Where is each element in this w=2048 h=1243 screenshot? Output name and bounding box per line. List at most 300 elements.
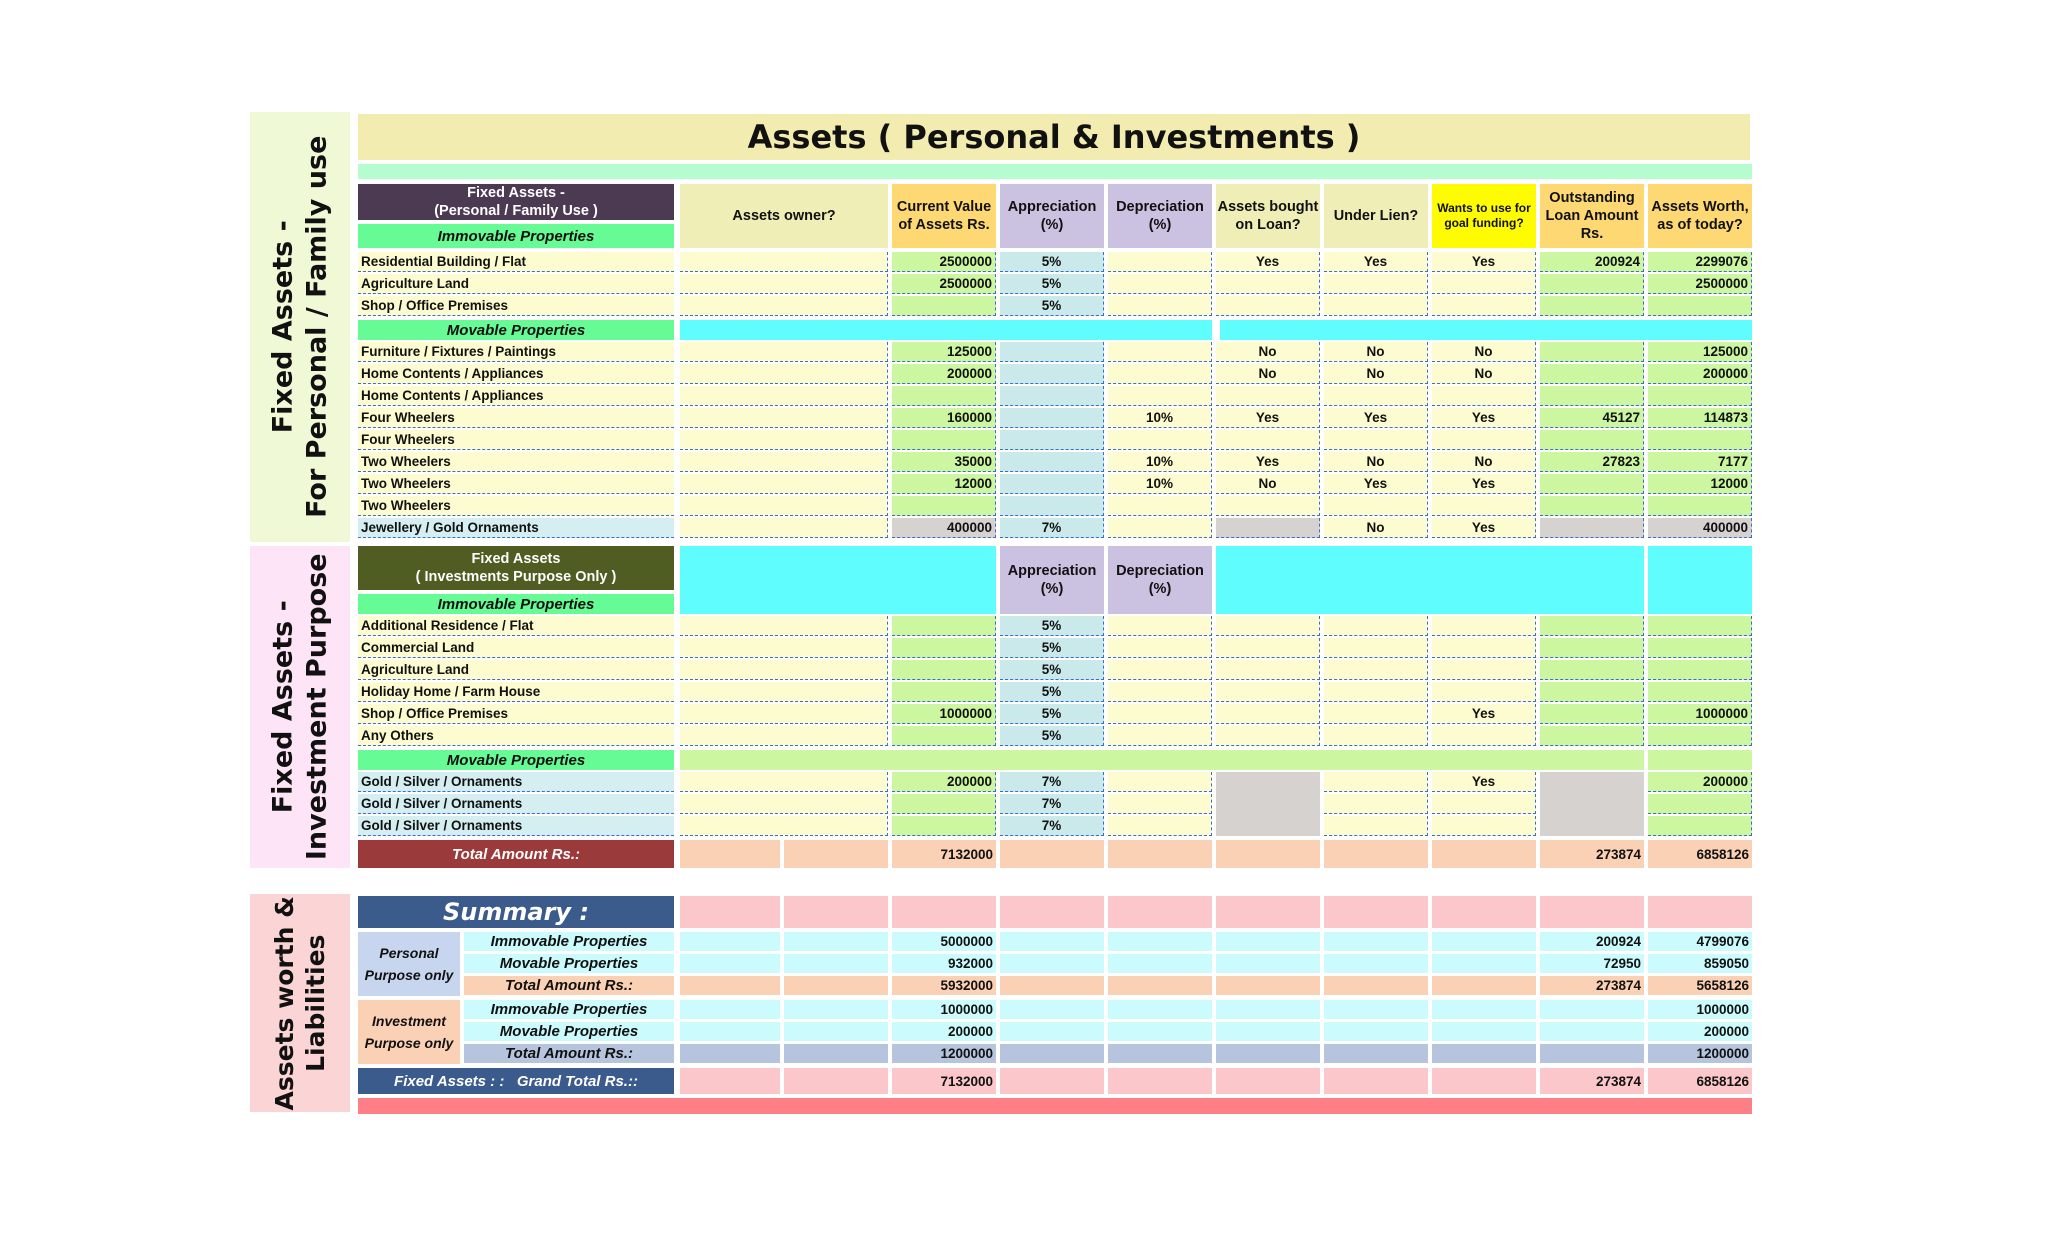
col-header-appreciation: [1000, 184, 1104, 248]
summary-row-5-cell-3: [1000, 1044, 1104, 1063]
personal-movable-row-8-dep[interactable]: [1108, 518, 1212, 538]
invest-movable-row-0-name[interactable]: Gold / Silver / Ornaments: [358, 772, 674, 792]
personal-immovable-row-1-loan[interactable]: [1216, 274, 1320, 294]
personal-immovable-row-0-appr[interactable]: 5%: [1000, 252, 1104, 272]
personal-movable-row-4-outstanding[interactable]: [1540, 430, 1644, 450]
worth-line1: Assets Worth,: [1651, 198, 1749, 215]
side-label-personal-line2: For Personal / Family use: [301, 135, 332, 519]
personal-movable-row-2-goal[interactable]: [1432, 386, 1536, 406]
personal-movable-row-4-worth[interactable]: [1648, 430, 1752, 450]
invest-immovable-row-1-loan[interactable]: [1216, 638, 1320, 658]
personal-movable-row-0-outstanding[interactable]: [1540, 342, 1644, 362]
personal-movable-row-3-appr[interactable]: [1000, 408, 1104, 428]
invest-depreciation-line2: (%): [1148, 581, 1172, 597]
bottom-red-band: [358, 1098, 1752, 1114]
grand-total-cell-4: [1108, 1068, 1212, 1094]
personal-movable-row-8-value[interactable]: 400000: [892, 518, 996, 538]
summary-header-box-9: [1648, 896, 1752, 928]
invest-immovable-row-4-appr[interactable]: 5%: [1000, 704, 1104, 724]
personal-movable-row-2-appr[interactable]: [1000, 386, 1104, 406]
summary-row-4-cell-6: [1324, 1022, 1428, 1041]
personal-movable-row-3-dep[interactable]: 10%: [1108, 408, 1212, 428]
invest-immovable-row-0-value[interactable]: [892, 616, 996, 636]
invest-movable-row-2-lien[interactable]: [1324, 816, 1428, 836]
summary-row-3-cell-8: [1540, 1000, 1644, 1019]
personal-movable-row-0-loan[interactable]: No: [1216, 342, 1320, 362]
personal-movable-row-8-lien[interactable]: No: [1324, 518, 1428, 538]
invest-immovable-row-4-lien[interactable]: [1324, 704, 1428, 724]
personal-immovable-row-2-loan[interactable]: [1216, 296, 1320, 316]
personal-movable-row-1-lien[interactable]: No: [1324, 364, 1428, 384]
side-label-personal-line1: Fixed Assets -: [267, 220, 299, 434]
invest-movable-row-2-appr[interactable]: 7%: [1000, 816, 1104, 836]
invest-immovable-row-5-name[interactable]: Any Others: [358, 726, 674, 746]
invest-immovable-row-5-owner[interactable]: [680, 726, 888, 746]
invest-immovable-row-4-loan[interactable]: [1216, 704, 1320, 724]
personal-movable-row-6-appr[interactable]: [1000, 474, 1104, 494]
personal-movable-row-8-owner[interactable]: [680, 518, 888, 538]
invest-movable-row-2-name[interactable]: Gold / Silver / Ornaments: [358, 816, 674, 836]
personal-movable-row-0-worth[interactable]: 125000: [1648, 342, 1752, 362]
personal-movable-row-4-dep[interactable]: [1108, 430, 1212, 450]
personal-movable-row-1-worth[interactable]: 200000: [1648, 364, 1752, 384]
bought-loan-line1: Assets bought: [1217, 198, 1319, 215]
personal-immovable-row-0-dep[interactable]: [1108, 252, 1212, 272]
invest-immovable-row-5-appr[interactable]: 5%: [1000, 726, 1104, 746]
summary-row-0-cell-5: [1216, 932, 1320, 951]
personal-movable-row-0-value[interactable]: 125000: [892, 342, 996, 362]
summary-row-3-cell-6: [1324, 1000, 1428, 1019]
personal-movable-row-8-name[interactable]: Jewellery / Gold Ornaments: [358, 518, 674, 538]
personal-movable-row-4-name[interactable]: Four Wheelers: [358, 430, 674, 450]
invest-immovable-row-5-lien[interactable]: [1324, 726, 1428, 746]
invest-movable-row-1-dep[interactable]: [1108, 794, 1212, 814]
invest-immovable-row-0-worth[interactable]: [1648, 616, 1752, 636]
total-label: Total Amount Rs.:: [358, 840, 674, 868]
personal-movable-row-6-outstanding[interactable]: [1540, 474, 1644, 494]
personal-movable-row-3-lien[interactable]: Yes: [1324, 408, 1428, 428]
summary-row-4-cell-0: [680, 1022, 780, 1041]
personal-movable-row-0-owner[interactable]: [680, 342, 888, 362]
summary-row-4-cell-5: [1216, 1022, 1320, 1041]
invest-immovable-row-3-goal[interactable]: [1432, 682, 1536, 702]
personal-immovable-row-2-lien[interactable]: [1324, 296, 1428, 316]
personal-movable-row-8-appr[interactable]: 7%: [1000, 518, 1104, 538]
personal-movable-row-0-name[interactable]: Furniture / Fixtures / Paintings: [358, 342, 674, 362]
invest-movable-row-1-value[interactable]: [892, 794, 996, 814]
personal-movable-row-5-name[interactable]: Two Wheelers: [358, 452, 674, 472]
grand-total-cell-5: [1216, 1068, 1320, 1094]
personal-movable-row-8-worth[interactable]: 400000: [1648, 518, 1752, 538]
personal-movable-row-4-lien[interactable]: [1324, 430, 1428, 450]
personal-movable-row-3-outstanding[interactable]: 45127: [1540, 408, 1644, 428]
personal-movable-row-2-outstanding[interactable]: [1540, 386, 1644, 406]
personal-movable-row-6-goal[interactable]: Yes: [1432, 474, 1536, 494]
summary-row-1-cell-7: [1432, 954, 1536, 973]
invest-immovable-row-1-lien[interactable]: [1324, 638, 1428, 658]
personal-immovable-row-2-appr[interactable]: 5%: [1000, 296, 1104, 316]
personal-movable-row-2-owner[interactable]: [680, 386, 888, 406]
personal-movable-row-1-outstanding[interactable]: [1540, 364, 1644, 384]
goal-line1: Wants to use for: [1437, 201, 1531, 215]
invest-immovable-row-3-lien[interactable]: [1324, 682, 1428, 702]
total-cell-6: [1324, 840, 1428, 868]
invest-immovable-row-3-appr[interactable]: 5%: [1000, 682, 1104, 702]
personal-movable-row-8-loan[interactable]: [1216, 518, 1320, 538]
summary-row-0-cell-4: [1108, 932, 1212, 951]
personal-immovable-row-1-outstanding[interactable]: [1540, 274, 1644, 294]
personal-movable-row-7-value[interactable]: [892, 496, 996, 516]
personal-movable-row-8-outstanding[interactable]: [1540, 518, 1644, 538]
personal-movable-row-3-value[interactable]: 160000: [892, 408, 996, 428]
col-header-current-value: [892, 184, 996, 248]
invest-immovable-row-3-owner[interactable]: [680, 682, 888, 702]
summary-row-2-cell-1: [784, 976, 888, 995]
personal-movable-row-7-goal[interactable]: [1432, 496, 1536, 516]
total-cell-8: 273874: [1540, 840, 1644, 868]
summary-row-1-label: Movable Properties: [464, 954, 674, 973]
summary-row-5-cell-8: [1540, 1044, 1644, 1063]
summary-row-0-cell-0: [680, 932, 780, 951]
personal-movable-row-1-owner[interactable]: [680, 364, 888, 384]
personal-movable-row-1-dep[interactable]: [1108, 364, 1212, 384]
summary-row-5-cell-5: [1216, 1044, 1320, 1063]
invest-immovable-row-2-value[interactable]: [892, 660, 996, 680]
invest-immovable-row-4-owner[interactable]: [680, 704, 888, 724]
personal-immovable-row-0-goal[interactable]: Yes: [1432, 252, 1536, 272]
invest-immovable-row-4-dep[interactable]: [1108, 704, 1212, 724]
personal-movable-row-4-goal[interactable]: [1432, 430, 1536, 450]
section-movable-investment: [358, 750, 674, 770]
personal-movable-row-3-loan[interactable]: Yes: [1216, 408, 1320, 428]
fixed-assets-investment-header: [358, 546, 674, 590]
personal-immovable-row-2-goal[interactable]: [1432, 296, 1536, 316]
personal-movable-row-6-lien[interactable]: Yes: [1324, 474, 1428, 494]
invest-immovable-row-2-dep[interactable]: [1108, 660, 1212, 680]
investment-band-mid: [1216, 546, 1644, 614]
personal-movable-row-6-value[interactable]: 12000: [892, 474, 996, 494]
summary-investment-label-line2: Purpose only: [364, 1035, 454, 1051]
grand-total-cell-7: [1432, 1068, 1536, 1094]
personal-movable-row-2-dep[interactable]: [1108, 386, 1212, 406]
invest-movable-row-0-owner[interactable]: [680, 772, 888, 792]
personal-movable-row-6-name[interactable]: Two Wheelers: [358, 474, 674, 494]
goal-line2: goal funding?: [1444, 216, 1524, 230]
side-label-personal: [250, 112, 350, 542]
personal-immovable-row-1-name[interactable]: Agriculture Land: [358, 274, 674, 294]
personal-immovable-row-2-value[interactable]: [892, 296, 996, 316]
invest-immovable-row-0-name[interactable]: Additional Residence / Flat: [358, 616, 674, 636]
invest-immovable-row-1-worth[interactable]: [1648, 638, 1752, 658]
invest-movable-row-2-dep[interactable]: [1108, 816, 1212, 836]
personal-movable-row-5-value[interactable]: 35000: [892, 452, 996, 472]
personal-immovable-row-0-loan[interactable]: Yes: [1216, 252, 1320, 272]
summary-row-0-label: Immovable Properties: [464, 932, 674, 951]
invest-immovable-row-2-outstanding[interactable]: [1540, 660, 1644, 680]
invest-movable-row-2-owner[interactable]: [680, 816, 888, 836]
personal-immovable-row-1-dep[interactable]: [1108, 274, 1212, 294]
invest-immovable-row-1-name[interactable]: Commercial Land: [358, 638, 674, 658]
summary-row-3-cell-1: [784, 1000, 888, 1019]
invest-immovable-row-1-outstanding[interactable]: [1540, 638, 1644, 658]
invest-immovable-row-0-appr[interactable]: 5%: [1000, 616, 1104, 636]
section-movable-personal: [358, 320, 674, 340]
personal-movable-row-4-appr[interactable]: [1000, 430, 1104, 450]
col-header-assets-worth: [1648, 184, 1752, 248]
under-lien-text: Under Lien?: [1333, 207, 1419, 224]
invest-immovable-row-1-goal[interactable]: [1432, 638, 1536, 658]
summary-personal-label-line1: Personal: [379, 944, 439, 961]
personal-immovable-row-1-value[interactable]: 2500000: [892, 274, 996, 294]
grand-total-cell-9: 6858126: [1648, 1068, 1752, 1094]
section-movable-investment-label: Movable Properties: [446, 751, 586, 769]
personal-movable-row-2-loan[interactable]: [1216, 386, 1320, 406]
outstanding-line3: Rs.: [1580, 226, 1604, 243]
personal-movable-row-7-outstanding[interactable]: [1540, 496, 1644, 516]
personal-movable-row-2-lien[interactable]: [1324, 386, 1428, 406]
personal-movable-row-7-loan[interactable]: [1216, 496, 1320, 516]
personal-movable-row-1-goal[interactable]: No: [1432, 364, 1536, 384]
invest-immovable-row-5-loan[interactable]: [1216, 726, 1320, 746]
investment-band-left: [680, 546, 996, 614]
invest-immovable-row-1-owner[interactable]: [680, 638, 888, 658]
invest-immovable-row-5-dep[interactable]: [1108, 726, 1212, 746]
invest-immovable-row-4-worth[interactable]: 1000000: [1648, 704, 1752, 724]
invest-movable-row-1-lien[interactable]: [1324, 794, 1428, 814]
invest-immovable-row-2-worth[interactable]: [1648, 660, 1752, 680]
side-label-investment-line2: Investment Purpose: [301, 553, 332, 861]
summary-investment-label: [358, 1000, 460, 1064]
col-header-outstanding-loan: [1540, 184, 1644, 248]
invest-immovable-row-0-dep[interactable]: [1108, 616, 1212, 636]
invest-immovable-row-0-loan[interactable]: [1216, 616, 1320, 636]
summary-personal-label-line2: Purpose only: [364, 967, 454, 983]
invest-movable-row-1-name[interactable]: Gold / Silver / Ornaments: [358, 794, 674, 814]
personal-movable-row-7-dep[interactable]: [1108, 496, 1212, 516]
fixed-invest-line2: ( Investments Purpose Only ): [415, 569, 617, 585]
page-title-text: Assets ( Personal & Investments ): [747, 118, 1361, 156]
personal-movable-row-6-loan[interactable]: No: [1216, 474, 1320, 494]
personal-movable-row-2-value[interactable]: [892, 386, 996, 406]
personal-movable-row-6-owner[interactable]: [680, 474, 888, 494]
personal-movable-row-5-lien[interactable]: No: [1324, 452, 1428, 472]
personal-movable-row-0-goal[interactable]: No: [1432, 342, 1536, 362]
grand-total-cell-1: [784, 1068, 888, 1094]
personal-immovable-row-1-goal[interactable]: [1432, 274, 1536, 294]
personal-movable-row-7-worth[interactable]: [1648, 496, 1752, 516]
summary-row-3-cell-2: 1000000: [892, 1000, 996, 1019]
grand-total-cell-0: [680, 1068, 780, 1094]
invest-movable-row-0-lien[interactable]: [1324, 772, 1428, 792]
personal-movable-row-0-appr[interactable]: [1000, 342, 1104, 362]
summary-row-4-label: Movable Properties: [464, 1022, 674, 1041]
summary-row-1-cell-2: 932000: [892, 954, 996, 973]
total-cell-1: [784, 840, 888, 868]
personal-movable-row-1-value[interactable]: 200000: [892, 364, 996, 384]
personal-immovable-row-0-value[interactable]: 2500000: [892, 252, 996, 272]
invest-immovable-row-5-worth[interactable]: [1648, 726, 1752, 746]
summary-row-1-cell-3: [1000, 954, 1104, 973]
invest-immovable-row-3-worth[interactable]: [1648, 682, 1752, 702]
invest-immovable-row-5-outstanding[interactable]: [1540, 726, 1644, 746]
invest-movable-row-0-goal[interactable]: Yes: [1432, 772, 1536, 792]
summary-row-2-cell-9: 5658126: [1648, 976, 1752, 995]
invest-immovable-row-0-outstanding[interactable]: [1540, 616, 1644, 636]
total-cell-5: [1216, 840, 1320, 868]
grand-total-cell-3: [1000, 1068, 1104, 1094]
personal-immovable-row-0-worth[interactable]: 2299076: [1648, 252, 1752, 272]
invest-movable-row-0-appr[interactable]: 7%: [1000, 772, 1104, 792]
fixed-assets-personal-header: [358, 184, 674, 220]
invest-immovable-row-4-outstanding[interactable]: [1540, 704, 1644, 724]
personal-movable-row-5-owner[interactable]: [680, 452, 888, 472]
invest-movable-row-1-worth[interactable]: [1648, 794, 1752, 814]
summary-title: [358, 896, 674, 928]
invest-immovable-row-1-value[interactable]: [892, 638, 996, 658]
invest-immovable-row-2-name[interactable]: Agriculture Land: [358, 660, 674, 680]
personal-movable-row-5-outstanding[interactable]: 27823: [1540, 452, 1644, 472]
invest-movable-row-2-goal[interactable]: [1432, 816, 1536, 836]
summary-row-3-cell-0: [680, 1000, 780, 1019]
summary-row-4-cell-7: [1432, 1022, 1536, 1041]
invest-immovable-row-0-owner[interactable]: [680, 616, 888, 636]
side-label-summary-line2: Liabilities: [301, 934, 331, 1072]
col-header-owner: [680, 184, 888, 248]
invest-immovable-row-2-lien[interactable]: [1324, 660, 1428, 680]
personal-immovable-row-2-outstanding[interactable]: [1540, 296, 1644, 316]
summary-row-3-cell-7: [1432, 1000, 1536, 1019]
personal-movable-row-7-appr[interactable]: [1000, 496, 1104, 516]
personal-movable-row-1-loan[interactable]: No: [1216, 364, 1320, 384]
personal-immovable-row-0-lien[interactable]: Yes: [1324, 252, 1428, 272]
side-label-summary: [250, 894, 350, 1112]
personal-movable-row-7-lien[interactable]: [1324, 496, 1428, 516]
personal-movable-row-4-value[interactable]: [892, 430, 996, 450]
personal-movable-row-3-name[interactable]: Four Wheelers: [358, 408, 674, 428]
personal-immovable-row-2-dep[interactable]: [1108, 296, 1212, 316]
personal-immovable-row-0-name[interactable]: Residential Building / Flat: [358, 252, 674, 272]
personal-movable-row-7-name[interactable]: Two Wheelers: [358, 496, 674, 516]
invest-immovable-row-3-value[interactable]: [892, 682, 996, 702]
personal-immovable-row-1-worth[interactable]: 2500000: [1648, 274, 1752, 294]
summary-row-1-cell-0: [680, 954, 780, 973]
invest-immovable-row-4-value[interactable]: 1000000: [892, 704, 996, 724]
personal-immovable-row-0-outstanding[interactable]: 200924: [1540, 252, 1644, 272]
invest-movable-row-0-worth[interactable]: 200000: [1648, 772, 1752, 792]
invest-immovable-row-2-owner[interactable]: [680, 660, 888, 680]
invest-movable-row-1-appr[interactable]: 7%: [1000, 794, 1104, 814]
personal-movable-row-1-appr[interactable]: [1000, 364, 1104, 384]
col-header-under-lien: [1324, 184, 1428, 248]
personal-movable-row-3-goal[interactable]: Yes: [1432, 408, 1536, 428]
personal-movable-row-6-worth[interactable]: 12000: [1648, 474, 1752, 494]
personal-immovable-row-1-appr[interactable]: 5%: [1000, 274, 1104, 294]
summary-row-2-cell-8: 273874: [1540, 976, 1644, 995]
total-cell-0: [680, 840, 780, 868]
summary-row-3-cell-4: [1108, 1000, 1212, 1019]
summary-row-0-cell-2: 5000000: [892, 932, 996, 951]
summary-header-box-7: [1432, 896, 1536, 928]
personal-immovable-row-1-lien[interactable]: [1324, 274, 1428, 294]
personal-movable-row-0-lien[interactable]: No: [1324, 342, 1428, 362]
movable-band-right: [1220, 320, 1752, 340]
summary-row-4-cell-2: 200000: [892, 1022, 996, 1041]
personal-movable-row-5-dep[interactable]: 10%: [1108, 452, 1212, 472]
invest-immovable-row-1-appr[interactable]: 5%: [1000, 638, 1104, 658]
personal-movable-row-5-loan[interactable]: Yes: [1216, 452, 1320, 472]
grey-block-0: [1216, 772, 1320, 836]
personal-movable-row-4-owner[interactable]: [680, 430, 888, 450]
invest-immovable-row-0-goal[interactable]: [1432, 616, 1536, 636]
summary-row-0-cell-3: [1000, 932, 1104, 951]
invest-movable-row-1-owner[interactable]: [680, 794, 888, 814]
summary-header-box-2: [892, 896, 996, 928]
invest-immovable-row-4-name[interactable]: Shop / Office Premises: [358, 704, 674, 724]
invest-immovable-row-4-goal[interactable]: Yes: [1432, 704, 1536, 724]
invest-movable-row-0-value[interactable]: 200000: [892, 772, 996, 792]
personal-movable-row-7-owner[interactable]: [680, 496, 888, 516]
appreciation-line1: Appreciation: [1007, 198, 1097, 215]
invest-immovable-row-0-lien[interactable]: [1324, 616, 1428, 636]
summary-row-2-cell-5: [1216, 976, 1320, 995]
summary-row-4-cell-4: [1108, 1022, 1212, 1041]
personal-immovable-row-2-worth[interactable]: [1648, 296, 1752, 316]
outstanding-line1: Outstanding: [1549, 189, 1635, 206]
summary-row-3-cell-3: [1000, 1000, 1104, 1019]
personal-movable-row-8-goal[interactable]: Yes: [1432, 518, 1536, 538]
invest-immovable-row-5-value[interactable]: [892, 726, 996, 746]
personal-movable-row-0-dep[interactable]: [1108, 342, 1212, 362]
personal-movable-row-5-goal[interactable]: No: [1432, 452, 1536, 472]
personal-movable-row-2-worth[interactable]: [1648, 386, 1752, 406]
personal-movable-row-5-appr[interactable]: [1000, 452, 1104, 472]
personal-movable-row-5-worth[interactable]: 7177: [1648, 452, 1752, 472]
worth-line2: as of today?: [1657, 217, 1743, 233]
invest-immovable-row-1-dep[interactable]: [1108, 638, 1212, 658]
invest-movable-row-1-goal[interactable]: [1432, 794, 1536, 814]
personal-movable-row-3-owner[interactable]: [680, 408, 888, 428]
personal-movable-row-1-name[interactable]: Home Contents / Appliances: [358, 364, 674, 384]
invest-immovable-row-3-loan[interactable]: [1216, 682, 1320, 702]
invest-movable-row-2-value[interactable]: [892, 816, 996, 836]
invest-immovable-row-2-loan[interactable]: [1216, 660, 1320, 680]
total-cell-7: [1432, 840, 1536, 868]
invest-immovable-row-5-goal[interactable]: [1432, 726, 1536, 746]
invest-movable-row-0-dep[interactable]: [1108, 772, 1212, 792]
personal-movable-row-6-dep[interactable]: 10%: [1108, 474, 1212, 494]
invest-immovable-row-3-dep[interactable]: [1108, 682, 1212, 702]
invest-immovable-row-3-name[interactable]: Holiday Home / Farm House: [358, 682, 674, 702]
personal-immovable-row-2-owner[interactable]: [680, 296, 888, 316]
invest-immovable-row-2-goal[interactable]: [1432, 660, 1536, 680]
invest-immovable-row-2-appr[interactable]: 5%: [1000, 660, 1104, 680]
personal-movable-row-4-loan[interactable]: [1216, 430, 1320, 450]
summary-row-5-cell-7: [1432, 1044, 1536, 1063]
summary-row-0-cell-6: [1324, 932, 1428, 951]
summary-row-2-cell-7: [1432, 976, 1536, 995]
personal-immovable-row-2-name[interactable]: Shop / Office Premises: [358, 296, 674, 316]
grey-block-1: [1540, 772, 1644, 836]
side-label-investment: [250, 546, 350, 868]
invest-movable-row-2-worth[interactable]: [1648, 816, 1752, 836]
personal-immovable-row-0-owner[interactable]: [680, 252, 888, 272]
investment-col-appreciation: [1000, 546, 1104, 614]
summary-row-4-cell-9: 200000: [1648, 1022, 1752, 1041]
personal-immovable-row-1-owner[interactable]: [680, 274, 888, 294]
personal-movable-row-3-worth[interactable]: 114873: [1648, 408, 1752, 428]
invest-immovable-row-3-outstanding[interactable]: [1540, 682, 1644, 702]
personal-movable-row-2-name[interactable]: Home Contents / Appliances: [358, 386, 674, 406]
